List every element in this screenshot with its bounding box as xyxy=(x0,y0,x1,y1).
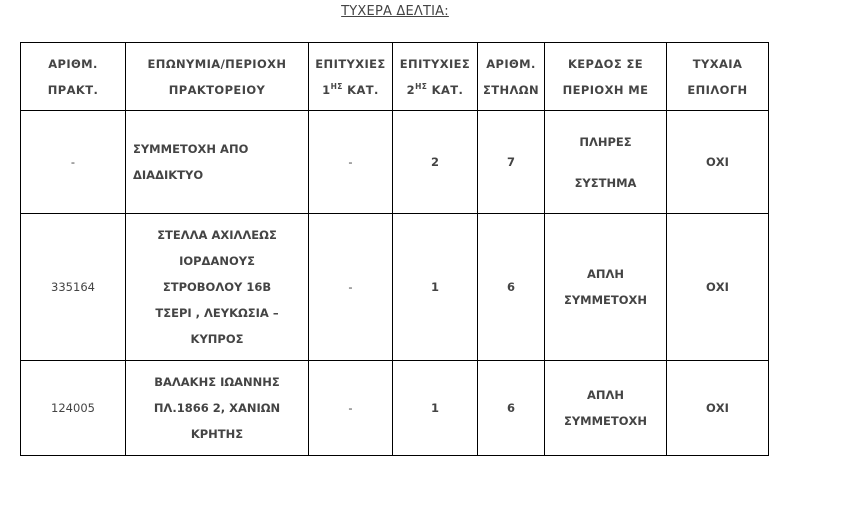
random-pick-cell: ΟΧΙ xyxy=(667,111,769,214)
agency-number-cell: 124005 xyxy=(21,361,126,456)
table-row xyxy=(21,111,769,214)
wins-category-1-cell: - xyxy=(309,361,393,456)
wins-category-1-cell: - xyxy=(309,214,393,361)
agency-name-cell: ΒΑΛΑΚΗΣ ΙΩΑΝΝΗΣ ΠΛ.1866 2, ΧΑΝΙΩΝ ΚΡΗΤΗΣ xyxy=(126,361,309,456)
wins-category-1-cell: - xyxy=(309,111,393,214)
wins-category-2-cell: 2 xyxy=(393,111,478,214)
header-agency-name-area: ΕΠΩΝΥΜΙΑ/ΠΕΡΙΟΧΗ ΠΡΑΚΤΟΡΕΙΟΥ xyxy=(126,43,309,111)
page-title: ΤΥΧΕΡΑ ΔΕΛΤΙΑ: xyxy=(341,4,449,19)
random-pick-cell: ΟΧΙ xyxy=(667,361,769,456)
header-wins-category-2: ΕΠΙΤΥΧΙΕΣ $2^{H\Sigma}$ ΚΑΤ. xyxy=(393,43,478,111)
win-area-cell: ΑΠΛΗ ΣΥΜΜΕΤΟΧΗ xyxy=(545,361,667,456)
table-row xyxy=(21,214,769,361)
header-win-area: ΚΕΡΔΟΣ ΣΕ ΠΕΡΙΟΧΗ ΜΕ xyxy=(545,43,667,111)
agency-name-cell: ΣΥΜΜΕΤΟΧΗ ΑΠΟ ΔΙΑΔΙΚΤΥΟ xyxy=(126,111,309,214)
agency-number-cell: - xyxy=(21,111,126,214)
column-count-cell: 6 xyxy=(478,361,545,456)
win-area-cell: ΠΛΗΡΕΣ ΣΥΣΤΗΜΑ xyxy=(545,111,667,214)
wins-category-2-cell: 1 xyxy=(393,214,478,361)
header-agency-number: ΑΡΙΘΜ. ΠΡΑΚΤ. xyxy=(21,43,126,111)
header-wins-category-1: ΕΠΙΤΥΧΙΕΣ $1^{H\Sigma}$ ΚΑΤ. xyxy=(309,43,393,111)
table-row xyxy=(21,361,769,456)
random-pick-cell: ΟΧΙ xyxy=(667,214,769,361)
column-count-cell: 6 xyxy=(478,214,545,361)
winning-tickets-table xyxy=(20,42,769,456)
win-area-cell: ΑΠΛΗ ΣΥΜΜΕΤΟΧΗ xyxy=(545,214,667,361)
column-count-cell: 7 xyxy=(478,111,545,214)
header-random-pick: ΤΥΧΑΙΑ ΕΠΙΛΟΓΗ xyxy=(667,43,769,111)
wins-category-2-cell: 1 xyxy=(393,361,478,456)
header-column-count: ΑΡΙΘΜ. ΣΤΗΛΩΝ xyxy=(478,43,545,111)
agency-number-cell: 335164 xyxy=(21,214,126,361)
header-row xyxy=(21,43,769,111)
agency-name-cell: ΣΤΕΛΛΑ ΑΧΙΛΛΕΩΣ ΙΟΡΔΑΝΟΥΣ ΣΤΡΟΒΟΛΟΥ 16Β ΤΣΕΡΙ , ΛΕΥΚΩΣΙΑ – ΚΥΠΡΟΣ xyxy=(126,214,309,361)
